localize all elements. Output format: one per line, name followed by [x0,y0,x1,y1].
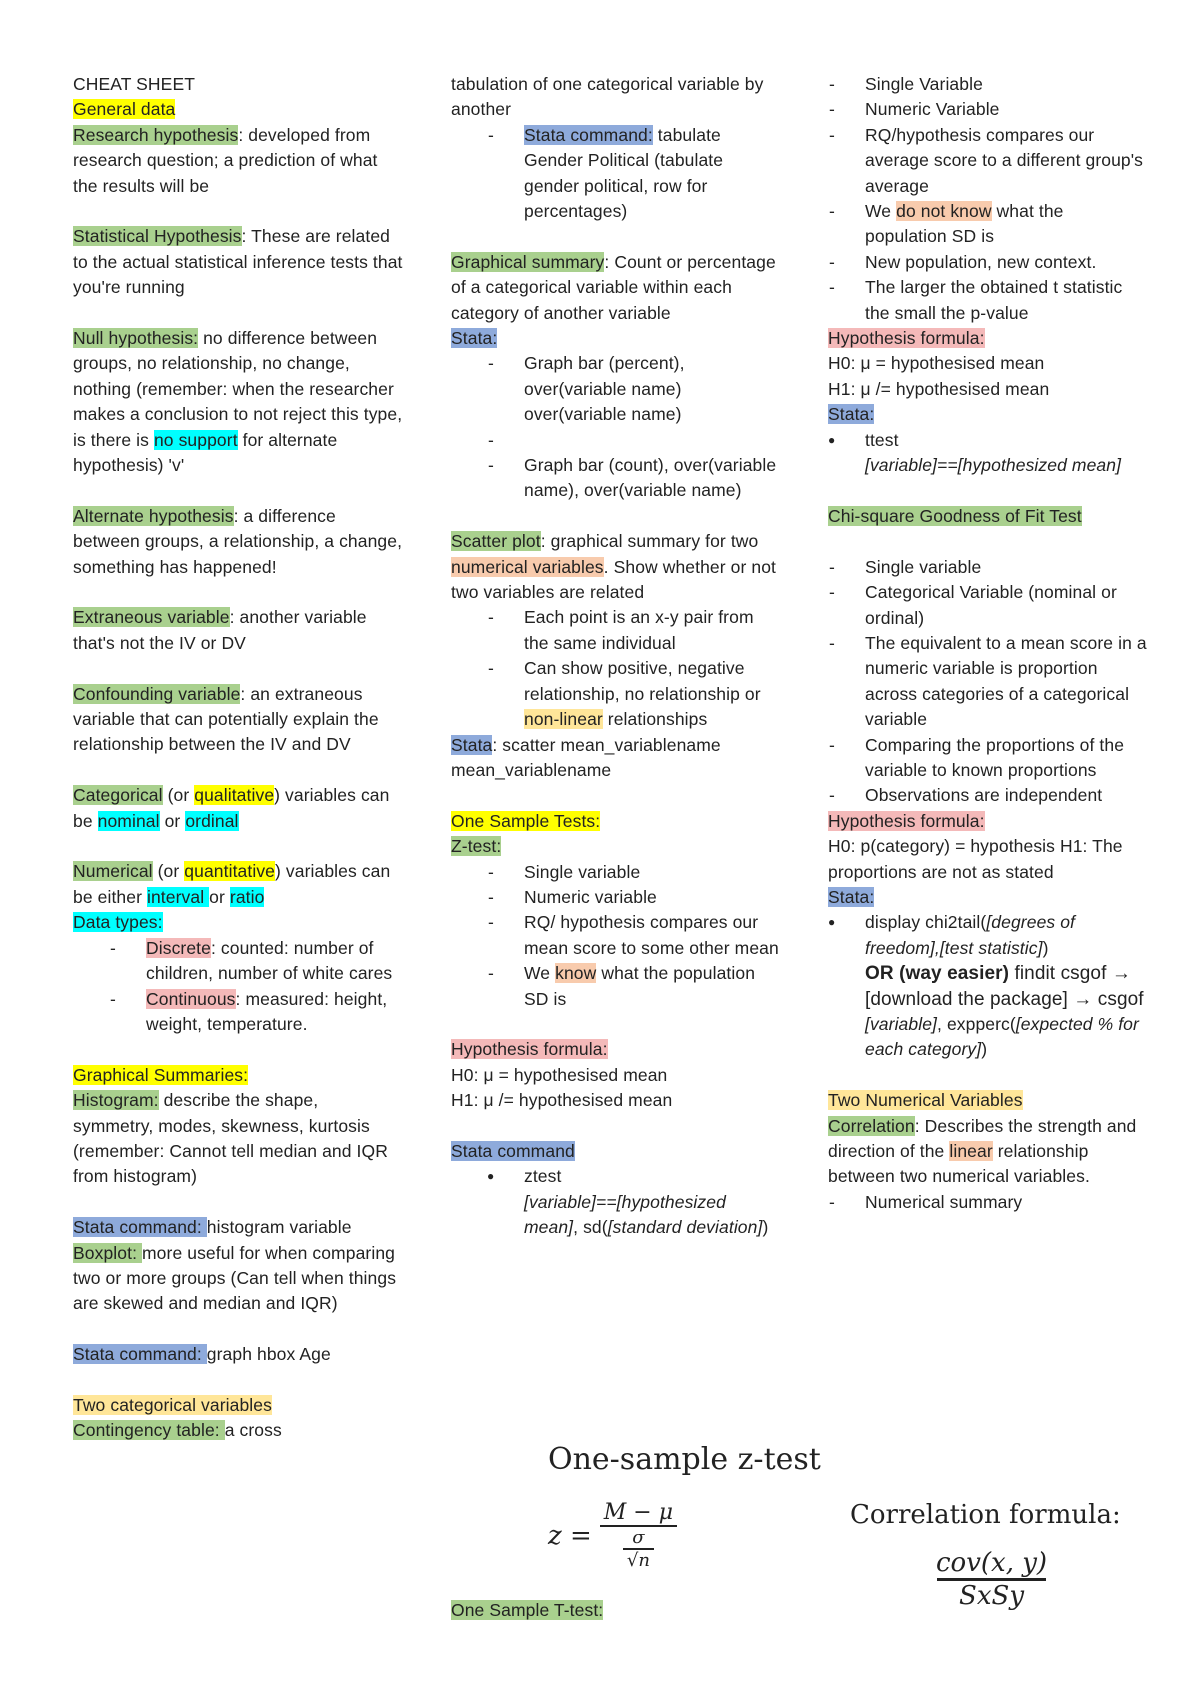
chi-stata-list [792,910,1148,1062]
list-item: - Single variable [792,555,1148,580]
general-data-heading: General data [73,99,176,120]
list-item: - RQ/ hypothesis compares our mean score to some other mean [451,910,781,961]
chi-stata-label: Stata: [828,886,875,907]
list-item: - Categorical Variable (nominal or ordinal) [792,580,1148,631]
data-types-list [73,936,403,1038]
two-numerical-heading: Two Numerical Variables [828,1090,1023,1111]
chi-square-heading: Chi-square Goodness of Fit Test [828,505,1082,526]
correlation-formula-title: Correlation formula: [850,1500,1121,1530]
stata-scatter: Stata: scatter mean_variablename mean_variablename [451,734,721,780]
ttest-list [792,428,1148,479]
data-types-heading: Data types: [73,912,163,933]
scatter-plot: Scatter plot: graphical summary for two numerical variables. Show whether or not two variables are related [451,531,777,603]
column-1 [73,72,403,1444]
column-2 [451,72,781,1241]
list-item: - Single variable [451,860,781,885]
extraneous-variable: Extraneous variable: another variable that's not the IV or DV [73,607,367,653]
t-stata-label: Stata: [828,404,875,425]
correlation-formula: $\frac{\text{cov(x, y)}}{\text{SxSy}}$ [936,1548,1048,1611]
chi-hypothesis-formula-heading: Hypothesis formula: [828,810,985,831]
numerical-variables: Numerical (or quantitative) variables can be either interval or ratio [73,861,391,907]
list-item: - Single Variable [792,72,1148,97]
stata-label: Stata: [451,328,498,349]
h0-line: H0: μ = hypothesised mean [451,1064,668,1085]
categorical-variables: Categorical (or qualitative) variables can be nominal or ordinal [73,785,390,831]
list-item: - We know what the population SD is [451,961,781,1012]
graphical-summary: Graphical summary: Count or percentage of a categorical variable within each category of another variable [451,251,776,323]
list-item: - Numeric variable [451,885,781,910]
graph-bar-list [451,351,781,503]
boxplot: Boxplot: more useful for when comparing two or more groups (Can tell when things are skewed and median and IQR) [73,1242,397,1314]
stata-boxplot: Stata command: graph hbox Age [73,1344,331,1365]
histogram: Histogram: describe the shape, symmetry, modes, skewness, kurtosis (remember: Cannot tell median and IQR from histogram) [73,1090,388,1187]
z-test-list [451,860,781,1012]
one-sample-t-heading: One Sample T-test: [451,1600,604,1620]
graphical-summaries-heading: Graphical Summaries: [73,1064,249,1085]
confounding-variable: Confounding variable: an extraneous variable that can potentially explain the relationship between the IV and DV [73,683,379,755]
list-item: - Comparing the proportions of the variable to known proportions [792,733,1148,784]
t-hypothesis-formula-heading: Hypothesis formula: [828,328,985,349]
stata-histogram: Stata command: histogram variable [73,1217,352,1238]
correlation-list [792,1190,1148,1215]
list-item: - The larger the obtained t statistic the small the p-value [792,275,1148,326]
two-categorical-heading: Two categorical variables [73,1394,272,1415]
list-item: - The equivalent to a mean score in a numeric variable is proportion across categories of a categorical variable [792,631,1148,733]
list-item: - Numerical summary [792,1190,1148,1215]
t-h1-line: H1: μ /= hypothesised mean [828,378,1050,399]
contingency-table: Contingency table: a cross [73,1420,282,1441]
list-item: - Stata command: tabulate Gender Political (tabulate gender political, row for percentages) [451,123,781,225]
list-item: - Each point is an x-y pair from the same individual [451,605,781,656]
alternate-hypothesis: Alternate hypothesis: a difference between groups, a relationship, a change, something has happened! [73,505,403,577]
sheet-title: CHEAT SHEET [73,74,196,94]
chi-hypothesis-line: H0: p(category) = hypothesis H1: The proportions are not as stated [828,836,1123,882]
statistical-hypothesis: Statistical Hypothesis: These are related to the actual statistical inference tests that you're running [73,226,403,298]
list-item: - Continuous: measured: height, weight, temperature. [73,987,403,1038]
chi-square-list [792,555,1148,809]
stata-tabulate-list [451,123,781,225]
ztest-list [451,1164,781,1240]
scatter-list [451,605,781,732]
list-item: - Can show positive, negative relationship, no relationship or non-linear relationships [451,656,781,732]
null-hypothesis: Null hypothesis: no difference between groups, no relationship, no change, nothing (remember: when the researcher makes a conclusion to not reject this type, is there is no support for alternate hypothesis) 'v' [73,328,403,476]
t-test-list [792,72,1148,326]
one-sample-tests-heading: One Sample Tests: [451,810,601,831]
z-test-formula-title: One-sample z-test [548,1442,821,1477]
z-test-heading: Z-test: [451,836,502,857]
list-item: - We do not know what the population SD is [792,199,1148,250]
list-item: - Observations are independent [792,783,1148,808]
list-item: - Graph bar (percent), over(variable name) over(variable name) [451,351,781,427]
column-3 [828,72,1148,1215]
list-item: ● ztest [variable]==[hypothesized mean], sd([standard deviation]) [451,1164,781,1240]
list-item: - Numeric Variable [792,97,1148,122]
list-item: - Discrete: counted: number of children, number of white cares [73,936,403,987]
list-item: - RQ/hypothesis compares our average score to a different group's average [792,123,1148,199]
h1-line: H1: μ /= hypothesised mean [451,1090,673,1111]
list-item: - Graph bar (count), over(variable name), over(variable name) [451,453,781,504]
list-item: ● display chi2tail([degrees of freedom],[test statistic]) OR (way easier) findit csgof → [download the package] → csgof [variable], expperc([expected % for each category]) [792,910,1148,1062]
list-item: ● ttest [variable]==[hypothesized mean] [792,428,1148,479]
list-item: - New population, new context. [792,250,1148,275]
contingency-continued: tabulation of one categorical variable by another [451,74,764,120]
stata-command-heading: Stata command [451,1140,575,1161]
one-sample-t-heading-wrap [451,1598,603,1623]
t-h0-line: H0: μ = hypothesised mean [828,353,1045,374]
z-test-formula: z = $\frac{M - \mu}{\frac{\sigma}{√n}}$ [548,1500,677,1571]
research-hypothesis: Research hypothesis: developed from research question; a prediction of what the results will be [73,124,378,196]
correlation: Correlation: Describes the strength and direction of the linear relationship between two numerical variables. [828,1115,1137,1187]
hypothesis-formula-heading: Hypothesis formula: [451,1039,608,1060]
